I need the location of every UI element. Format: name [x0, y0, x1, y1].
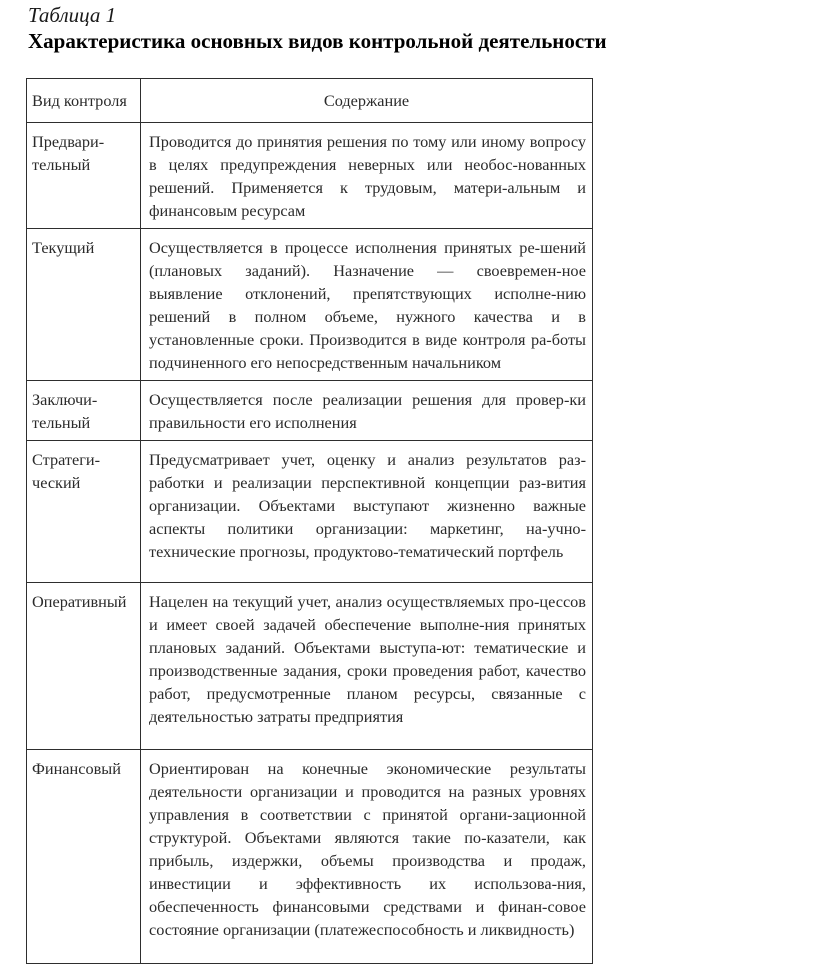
table-header-row: [27, 79, 593, 123]
column-header-kind: Вид контроля: [27, 79, 141, 123]
control-kind: Стратеги-ческий: [27, 441, 141, 583]
table-row: [27, 123, 593, 229]
control-content: Нацелен на текущий учет, анализ осуществляемых про-цессов и имеет своей задачей обеспечение выполне-ния принятых плановых заданий. Объектами выступа-ют: тематические и производственные задания, сроки проведения работ, качество работ, предусмотренные планом ресурсы, связанные с деятельностью затраты предприятия: [141, 583, 593, 750]
table-title: Характеристика основных видов контрольной деятельности: [28, 29, 607, 53]
control-content: Ориентирован на конечные экономические результаты деятельности организации и проводится на разных уровнях управления в соответствии с принятой органи-зационной структурой. Объектами являются такие по-казатели, как прибыль, издержки, объемы производства и продаж, инвестиции и эффективность их использова-ния, обеспеченность финансовыми средствами и финан-совое состояние организации (платежеспособность и ликвидность): [141, 750, 593, 964]
control-kind: Оперативный: [27, 583, 141, 750]
control-kind: Финансовый: [27, 750, 141, 964]
table-row: [27, 583, 593, 750]
control-content: Проводится до принятия решения по тому или иному вопросу в целях предупреждения неверных или необос-нованных решений. Применяется к трудовым, матери-альным и финансовым ресурсам: [141, 123, 593, 229]
control-kind: Заключи-тельный: [27, 381, 141, 441]
table-row: [27, 441, 593, 583]
column-header-content: Содержание: [141, 79, 593, 123]
table-row: [27, 381, 593, 441]
table-row: [27, 750, 593, 964]
control-content: Осуществляется после реализации решения для провер-ки правильности его исполнения: [141, 381, 593, 441]
control-kind: Предвари-тельный: [27, 123, 141, 229]
control-kind: Текущий: [27, 229, 141, 381]
table-row: [27, 229, 593, 381]
control-content: Осуществляется в процессе исполнения принятых ре-шений (плановых заданий). Назначение — своевремен-ное выявление отклонений, препятствующих исполне-нию решений в полном объеме, нужного качества и в установленные сроки. Производится в виде контроля ра-боты подчиненного его непосредственным начальником: [141, 229, 593, 381]
control-content: Предусматривает учет, оценку и анализ результатов раз-работки и реализации перспективной концепции раз-вития организации. Объектами выступают жизненно важные аспекты политики организации: маркетинг, на-учно-технические прогнозы, продуктово-тематический портфель: [141, 441, 593, 583]
control-types-table: [26, 78, 593, 964]
table-caption: Таблица 1: [28, 3, 117, 27]
